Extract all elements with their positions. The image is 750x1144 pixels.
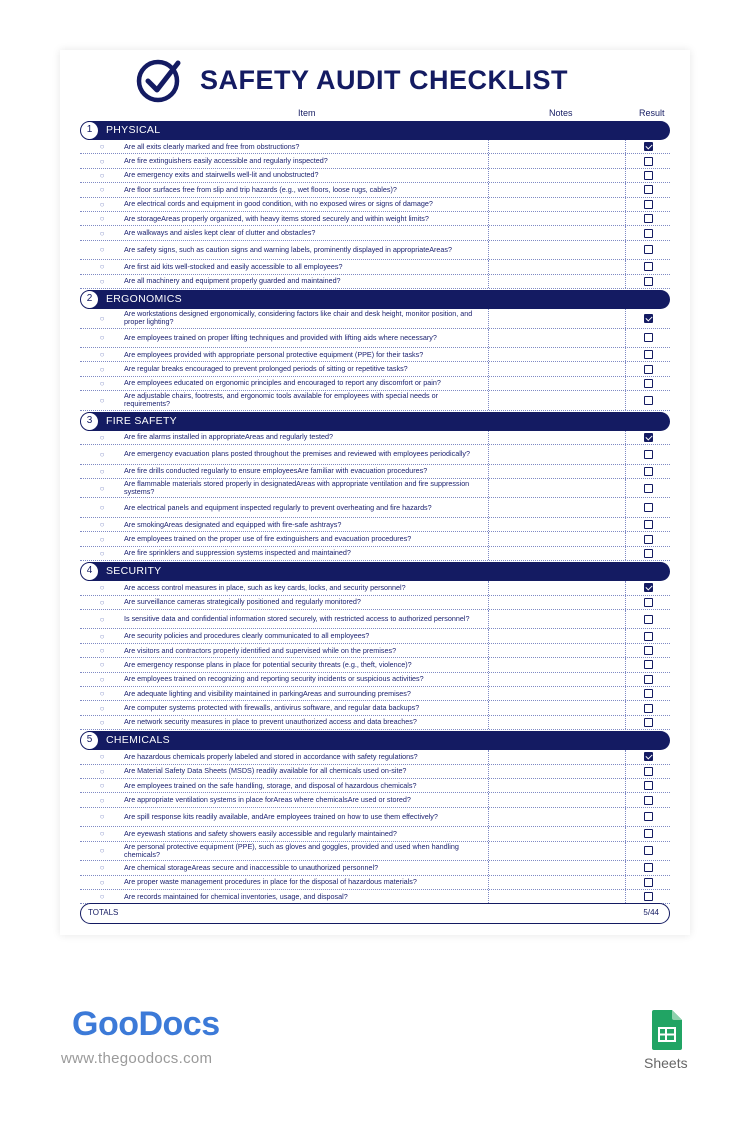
result-checkbox[interactable]	[644, 535, 653, 544]
result-checkbox[interactable]	[644, 704, 653, 713]
result-checkbox[interactable]	[644, 365, 653, 374]
result-cell	[626, 379, 670, 388]
notes-cell[interactable]	[488, 765, 626, 778]
checklist-row	[80, 673, 670, 687]
result-cell	[626, 829, 670, 838]
result-checkbox[interactable]	[644, 200, 653, 209]
checklist-row	[80, 658, 670, 672]
bullet-icon: ○	[99, 877, 105, 887]
checklist-item-text: Are employees educated on ergonomic principles and encouraged to report any discomfort or pain?	[124, 379, 441, 388]
result-checkbox[interactable]	[644, 433, 653, 442]
notes-cell[interactable]	[488, 701, 626, 714]
checklist-item-text: Are personal protective equipment (PPE), such as gloves and goggles, provided and used when handling chemicals?	[124, 842, 459, 859]
result-checkbox[interactable]	[644, 171, 653, 180]
notes-cell[interactable]	[488, 644, 626, 657]
section-header	[88, 731, 670, 750]
bullet-icon: ○	[99, 185, 105, 195]
section-number: 1	[80, 121, 99, 140]
bullet-icon: ○	[99, 350, 105, 360]
section-title: CHEMICALS	[106, 734, 170, 747]
checklist-item-text: Are access control measures in place, such as key cards, locks, and security personnel?	[124, 583, 406, 592]
totals-bar	[80, 903, 670, 924]
result-cell	[626, 704, 670, 713]
result-cell	[626, 503, 670, 512]
checklist-item-text: Are network security measures in place to prevent unauthorized access and data breaches?	[124, 718, 417, 727]
checklist-item-text: Are chemical storageAreas secure and inaccessible to unauthorized personnel?	[124, 863, 379, 872]
checklist-row	[80, 687, 670, 701]
result-cell	[626, 171, 670, 180]
brand-url: www.thegoodocs.com	[61, 1050, 213, 1067]
checklist-item-text: Are proper waste management procedures in place for the disposal of hazardous materials?	[124, 878, 417, 887]
checklist-item-text: Are adjustable chairs, footrests, and ergonomic tools available for employees with special needs or requirements?	[124, 392, 439, 409]
notes-cell[interactable]	[488, 518, 626, 531]
checklist-item-text: Are fire drills conducted regularly to ensure employeesAre familiar with evacuation procedures?	[124, 467, 428, 476]
checklist-row	[80, 827, 670, 841]
notes-cell[interactable]	[488, 779, 626, 792]
checklist-item-text: Are visitors and contractors properly identified and supervised while on the premises?	[124, 646, 397, 655]
result-cell	[626, 615, 670, 624]
checklist-item-text: Are fire sprinklers and suppression systems inspected and maintained?	[124, 549, 351, 558]
notes-cell[interactable]	[488, 532, 626, 545]
checklist-item-text: Are appropriate ventilation systems in place forAreas where chemicalsAre used or stored?	[124, 796, 411, 805]
checklist-row	[80, 377, 670, 391]
bullet-icon: ○	[99, 631, 105, 641]
bullet-icon: ○	[99, 156, 105, 166]
result-checkbox[interactable]	[644, 314, 653, 323]
checklist-row	[80, 808, 670, 828]
bullet-icon: ○	[99, 548, 105, 558]
checklist-row	[80, 629, 670, 643]
notes-cell[interactable]	[488, 793, 626, 806]
notes-cell[interactable]	[488, 808, 626, 827]
result-cell	[626, 632, 670, 641]
checklist-row	[80, 329, 670, 349]
bullet-icon: ○	[99, 142, 105, 152]
result-cell	[626, 157, 670, 166]
result-cell	[626, 214, 670, 223]
bullet-icon: ○	[99, 483, 105, 493]
notes-cell[interactable]	[488, 827, 626, 840]
result-checkbox[interactable]	[644, 245, 653, 254]
checklist-row	[80, 518, 670, 532]
result-cell	[626, 277, 670, 286]
checklist-row	[80, 701, 670, 715]
checklist-row	[80, 861, 670, 875]
checkmark-circle-icon	[136, 57, 182, 103]
result-checkbox[interactable]	[644, 796, 653, 805]
bullet-icon: ○	[99, 170, 105, 180]
title-block	[136, 56, 568, 104]
bullet-icon: ○	[99, 520, 105, 530]
notes-cell[interactable]	[488, 431, 626, 444]
bullet-icon: ○	[99, 466, 105, 476]
result-cell	[626, 878, 670, 887]
notes-cell[interactable]	[488, 198, 626, 211]
result-cell	[626, 262, 670, 271]
result-checkbox[interactable]	[644, 142, 653, 151]
checklist-row	[80, 779, 670, 793]
result-checkbox[interactable]	[644, 632, 653, 641]
notes-cell[interactable]	[488, 465, 626, 478]
checklist-item-text: Are employees trained on the proper use of fire extinguishers and evacuation procedures?	[124, 535, 412, 544]
section-title: SECURITY	[106, 565, 162, 578]
checklist-row	[80, 765, 670, 779]
notes-cell[interactable]	[488, 169, 626, 182]
bullet-icon: ○	[99, 245, 105, 255]
notes-cell[interactable]	[488, 329, 626, 348]
checklist-item-text: Are employees trained on proper lifting techniques and provided with lifting aids where necessary?	[124, 333, 437, 342]
bullet-icon: ○	[99, 597, 105, 607]
result-cell	[626, 185, 670, 194]
result-checkbox[interactable]	[644, 767, 653, 776]
notes-cell[interactable]	[488, 716, 626, 729]
goodocs-logo: GooDocs	[72, 1005, 220, 1043]
result-cell	[626, 520, 670, 529]
checklist-row	[80, 445, 670, 465]
bullet-icon: ○	[99, 364, 105, 374]
result-checkbox[interactable]	[644, 467, 653, 476]
bullet-icon: ○	[99, 228, 105, 238]
google-sheets-icon	[652, 1010, 682, 1050]
checklist-row	[80, 140, 670, 154]
section-number: 4	[80, 562, 99, 581]
checklist-item-text: Are electrical panels and equipment inspected regularly to prevent overheating and fire hazards?	[124, 503, 432, 512]
sheets-label: Sheets	[644, 1055, 688, 1071]
result-cell	[626, 675, 670, 684]
bullet-icon: ○	[99, 276, 105, 286]
bullet-icon: ○	[99, 812, 105, 822]
section-number: 3	[80, 412, 99, 431]
result-cell	[626, 752, 670, 761]
bullet-icon: ○	[99, 646, 105, 655]
notes-cell[interactable]	[488, 498, 626, 517]
bullet-icon: ○	[99, 199, 105, 209]
checklist-row	[80, 547, 670, 561]
result-cell	[626, 689, 670, 698]
checklist-item-text: Are fire alarms installed in appropriateAreas and regularly tested?	[124, 433, 333, 442]
notes-cell[interactable]	[488, 154, 626, 167]
bullet-icon: ○	[99, 432, 105, 442]
checklist-item-text: Are employees provided with appropriate personal protective equipment (PPE) for their tasks?	[124, 350, 424, 359]
checklist-item-text: Are floor surfaces free from slip and trip hazards (e.g., wet floors, loose rugs, cables)?	[124, 185, 397, 194]
bullet-icon: ○	[99, 614, 105, 624]
section-title: ERGONOMICS	[106, 293, 182, 306]
checklist-row	[80, 431, 670, 445]
result-checkbox[interactable]	[644, 752, 653, 761]
checklist-item-text: Are surveillance cameras strategically positioned and regularly monitored?	[124, 598, 361, 607]
notes-cell[interactable]	[488, 275, 626, 288]
result-checkbox[interactable]	[644, 812, 653, 821]
result-checkbox[interactable]	[644, 549, 653, 558]
result-checkbox[interactable]	[644, 450, 653, 459]
result-cell	[626, 535, 670, 544]
totals-label: TOTALS	[88, 908, 119, 917]
result-checkbox[interactable]	[644, 396, 653, 405]
bullet-icon: ○	[99, 689, 105, 699]
result-checkbox[interactable]	[644, 615, 653, 624]
bullet-icon: ○	[99, 660, 105, 670]
result-checkbox[interactable]	[644, 781, 653, 790]
column-header-notes: Notes	[549, 108, 573, 118]
checklist-row	[80, 260, 670, 274]
section-title: PHYSICAL	[106, 124, 161, 136]
column-header-result: Result	[639, 108, 665, 118]
checklist-item-text: Are all exits clearly marked and free from obstructions?	[124, 142, 300, 151]
section-header	[88, 562, 670, 581]
result-cell	[626, 245, 670, 254]
section-header	[88, 290, 670, 309]
result-checkbox[interactable]	[644, 829, 653, 838]
checklist-item-text: Are flammable materials stored properly in designatedAreas with appropriate ventilation and fire suppression systems?	[124, 480, 470, 497]
checklist-row	[80, 226, 670, 240]
bullet-icon: ○	[99, 333, 105, 343]
section-number: 5	[80, 731, 99, 750]
bullet-icon: ○	[99, 781, 105, 791]
result-cell	[626, 718, 670, 727]
notes-cell[interactable]	[488, 673, 626, 686]
notes-cell[interactable]	[488, 241, 626, 260]
checklist-item-text: Is sensitive data and confidential information stored securely, with restricted access to authorized personnel?	[124, 615, 470, 624]
checklist-item-text: Are storageAreas properly organized, with heavy items stored securely and within weight limits?	[124, 214, 429, 223]
notes-cell[interactable]	[488, 890, 626, 903]
checklist-item-text: Are first aid kits well-stocked and easily accessible to all employees?	[124, 262, 343, 271]
result-checkbox[interactable]	[644, 520, 653, 529]
checklist-row	[80, 842, 670, 862]
result-checkbox[interactable]	[644, 503, 653, 512]
result-checkbox[interactable]	[644, 214, 653, 223]
result-cell	[626, 646, 670, 655]
result-cell	[626, 549, 670, 558]
notes-cell[interactable]	[488, 260, 626, 273]
checklist-row	[80, 498, 670, 518]
result-checkbox[interactable]	[644, 646, 653, 655]
bullet-icon: ○	[99, 534, 105, 544]
checklist-row	[80, 596, 670, 610]
checklist-item-text: Are employees trained on the safe handling, storage, and disposal of hazardous chemicals?	[124, 781, 417, 790]
checklist-item-text: Are spill response kits readily available, andAre employees trained on how to use them effectively?	[124, 812, 438, 821]
notes-cell[interactable]	[488, 479, 626, 498]
result-cell	[626, 433, 670, 442]
notes-cell[interactable]	[488, 596, 626, 609]
result-checkbox[interactable]	[644, 229, 653, 238]
checklist-item-text: Are emergency response plans in place for potential security threats (e.g., theft, violence)?	[124, 660, 412, 669]
notes-cell[interactable]	[488, 183, 626, 196]
bullet-icon: ○	[99, 795, 105, 805]
bullet-icon: ○	[99, 674, 105, 684]
notes-cell[interactable]	[488, 226, 626, 239]
notes-cell[interactable]	[488, 377, 626, 390]
section-title: FIRE SAFETY	[106, 414, 177, 427]
notes-cell[interactable]	[488, 445, 626, 464]
result-cell	[626, 598, 670, 607]
result-cell	[626, 812, 670, 821]
result-cell	[626, 583, 670, 592]
bullet-icon: ○	[99, 378, 105, 388]
bullet-icon: ○	[99, 717, 105, 727]
result-checkbox[interactable]	[644, 892, 653, 901]
bullet-icon: ○	[99, 449, 105, 459]
checklist-row	[80, 610, 670, 630]
sections-container	[80, 120, 670, 904]
bullet-icon: ○	[99, 503, 105, 513]
checklist-item-text: Are employees trained on recognizing and reporting security incidents or suspicious activities?	[124, 675, 424, 684]
checklist-row	[80, 750, 670, 764]
notes-cell[interactable]	[488, 547, 626, 560]
result-checkbox[interactable]	[644, 185, 653, 194]
notes-cell[interactable]	[488, 629, 626, 642]
checklist-sheet	[60, 50, 690, 935]
notes-cell[interactable]	[488, 140, 626, 153]
result-cell	[626, 796, 670, 805]
checklist-item-text: Are workstations designed ergonomically, considering factors like chair and desk height, monitor position, and proper lighting?	[124, 310, 473, 327]
result-cell	[626, 229, 670, 238]
result-checkbox[interactable]	[644, 583, 653, 592]
result-checkbox[interactable]	[644, 846, 653, 855]
result-checkbox[interactable]	[644, 718, 653, 727]
page-title: SAFETY AUDIT CHECKLIST	[200, 64, 569, 95]
bullet-icon: ○	[99, 863, 105, 873]
checklist-row	[80, 581, 670, 595]
checklist-row	[80, 241, 670, 261]
checklist-row	[80, 793, 670, 807]
result-cell	[626, 314, 670, 323]
checklist-row	[80, 716, 670, 730]
result-checkbox[interactable]	[644, 675, 653, 684]
bullet-icon: ○	[99, 313, 105, 323]
checklist-item-text: Are regular breaks encouraged to prevent prolonged periods of sitting or repetitive tasks?	[124, 365, 408, 374]
result-cell	[626, 350, 670, 359]
checklist-row	[80, 391, 670, 411]
notes-cell[interactable]	[488, 348, 626, 361]
checklist-item-text: Are adequate lighting and visibility maintained in parkingAreas and surrounding premises?	[124, 689, 411, 698]
checklist-item-text: Are computer systems protected with firewalls, antivirus software, and regular data backups?	[124, 704, 420, 713]
bullet-icon: ○	[99, 583, 105, 593]
result-checkbox[interactable]	[644, 878, 653, 887]
result-checkbox[interactable]	[644, 863, 653, 872]
checklist-row	[80, 479, 670, 499]
checklist-row	[80, 876, 670, 890]
checklist-row	[80, 532, 670, 546]
section-header	[88, 121, 670, 140]
bullet-icon: ○	[99, 766, 105, 776]
checklist-item-text: Are walkways and aisles kept clear of clutter and obstacles?	[124, 229, 316, 238]
result-cell	[626, 200, 670, 209]
notes-cell[interactable]	[488, 658, 626, 671]
bullet-icon: ○	[99, 846, 105, 856]
notes-cell[interactable]	[488, 610, 626, 629]
notes-cell[interactable]	[488, 842, 626, 861]
result-cell	[626, 892, 670, 901]
checklist-item-text: Are emergency evacuation plans posted throughout the premises and reviewed with employees periodically?	[124, 450, 470, 459]
checklist-item-text: Are emergency exits and stairwells well-lit and unobstructed?	[124, 171, 319, 180]
result-cell	[626, 767, 670, 776]
checklist-row	[80, 465, 670, 479]
result-checkbox[interactable]	[644, 689, 653, 698]
checklist-row	[80, 348, 670, 362]
result-cell	[626, 333, 670, 342]
checklist-row	[80, 169, 670, 183]
checklist-item-text: Are safety signs, such as caution signs and warning labels, prominently displayed in appropriateAreas?	[124, 245, 453, 254]
bullet-icon: ○	[99, 892, 105, 902]
result-cell	[626, 484, 670, 493]
checklist-item-text: Are smokingAreas designated and equipped with fire-safe ashtrays?	[124, 520, 342, 529]
bullet-icon: ○	[99, 395, 105, 405]
bullet-icon: ○	[99, 214, 105, 224]
result-checkbox[interactable]	[644, 660, 653, 669]
checklist-row	[80, 309, 670, 329]
checklist-item-text: Are all machinery and equipment properly guarded and maintained?	[124, 277, 341, 286]
bullet-icon: ○	[99, 262, 105, 272]
notes-cell[interactable]	[488, 750, 626, 763]
checklist-item-text: Are electrical cords and equipment in good condition, with no exposed wires or signs of damage?	[124, 200, 433, 209]
result-checkbox[interactable]	[644, 262, 653, 271]
bullet-icon: ○	[99, 752, 105, 762]
checklist-item-text: Are eyewash stations and safety showers easily accessible and regularly maintained?	[124, 829, 397, 838]
result-cell	[626, 450, 670, 459]
section-header	[88, 412, 670, 431]
result-checkbox[interactable]	[644, 277, 653, 286]
result-checkbox[interactable]	[644, 350, 653, 359]
result-checkbox[interactable]	[644, 379, 653, 388]
result-cell	[626, 660, 670, 669]
result-cell	[626, 467, 670, 476]
checklist-item-text: Are fire extinguishers easily accessible and regularly inspected?	[124, 157, 328, 166]
result-checkbox[interactable]	[644, 484, 653, 493]
column-header-item: Item	[298, 108, 316, 118]
result-cell	[626, 142, 670, 151]
result-cell	[626, 846, 670, 855]
checklist-row	[80, 183, 670, 197]
checklist-row	[80, 154, 670, 168]
result-checkbox[interactable]	[644, 598, 653, 607]
bullet-icon: ○	[99, 703, 105, 713]
result-cell	[626, 396, 670, 405]
section-number: 2	[80, 290, 99, 309]
totals-value: 5/44	[643, 908, 659, 917]
bullet-icon: ○	[99, 829, 105, 839]
checklist-row	[80, 644, 670, 658]
checklist-row	[80, 275, 670, 289]
notes-cell[interactable]	[488, 581, 626, 594]
result-cell	[626, 365, 670, 374]
result-checkbox[interactable]	[644, 333, 653, 342]
notes-cell[interactable]	[488, 362, 626, 375]
notes-cell[interactable]	[488, 687, 626, 700]
result-cell	[626, 781, 670, 790]
notes-cell[interactable]	[488, 876, 626, 889]
notes-cell[interactable]	[488, 309, 626, 328]
checklist-row	[80, 198, 670, 212]
checklist-row	[80, 362, 670, 376]
notes-cell[interactable]	[488, 212, 626, 225]
notes-cell[interactable]	[488, 861, 626, 874]
checklist-item-text: Are hazardous chemicals properly labeled and stored in accordance with safety regulations?	[124, 752, 418, 761]
checklist-row	[80, 212, 670, 226]
checklist-item-text: Are records maintained for chemical inventories, usage, and disposal?	[124, 892, 348, 901]
notes-cell[interactable]	[488, 391, 626, 410]
checklist-item-text: Are security policies and procedures clearly communicated to all employees?	[124, 632, 370, 641]
result-checkbox[interactable]	[644, 157, 653, 166]
checklist-item-text: Are Material Safety Data Sheets (MSDS) readily available for all chemicals used on-site?	[124, 767, 407, 776]
result-cell	[626, 863, 670, 872]
